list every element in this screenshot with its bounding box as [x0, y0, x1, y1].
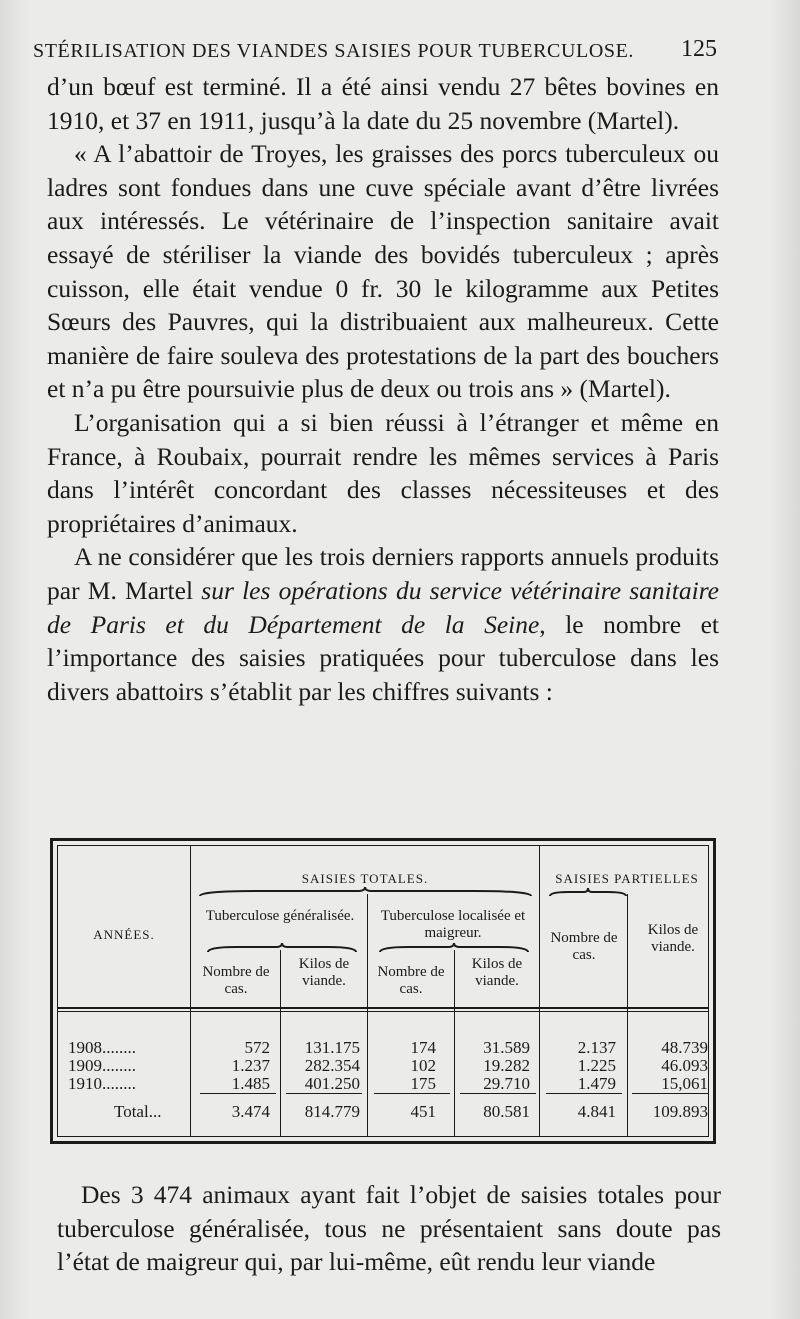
- col-header-loc-cas: Nombre de cas.: [377, 964, 445, 997]
- total-label: Total...: [114, 1102, 162, 1121]
- total-par-cas: 4.841: [577, 1102, 616, 1121]
- table-rule: [190, 846, 191, 1136]
- table-rule: [280, 950, 281, 1136]
- row-year: 1908........: [68, 1038, 136, 1057]
- total-gen-kilos: 814.779: [304, 1102, 360, 1121]
- report-title-italic: sur les opérations du service vétérinaire sanitaire de Paris et du Département de la Seine: [47, 575, 719, 639]
- cell-loc-kilos: 29.710: [483, 1074, 530, 1093]
- closing-paragraph: Des 3 474 animaux ayant fait l’objet de saisies totales pour tuberculose généralisée, tous ne présentaient sans doute pas l’état de maigreur qui, par lui-même, eût rendu leur viande: [57, 1180, 721, 1277]
- cell-par-kilos: 48.739: [661, 1038, 708, 1057]
- cell-loc-cas: 174: [410, 1038, 436, 1057]
- table-rule: [58, 1011, 708, 1012]
- cell-gen-kilos: 131.175: [304, 1038, 360, 1057]
- table-rule: [367, 894, 368, 1136]
- page-number: 125: [681, 36, 717, 62]
- col-header-par-cas: Nombre de cas.: [550, 930, 618, 963]
- col-header-loc-kilos: Kilos de viande.: [471, 956, 523, 989]
- cell-gen-cas: 1.485: [231, 1074, 270, 1093]
- paragraph-rapports: [47, 540, 719, 708]
- closing-paragraph-block: [57, 1178, 721, 1279]
- total-par-kilos: 109.893: [652, 1102, 708, 1121]
- cell-gen-kilos: 401.250: [304, 1074, 360, 1093]
- table-rule: [539, 846, 540, 1136]
- brace-partielles: [548, 886, 628, 898]
- cell-loc-kilos: 19.282: [483, 1056, 530, 1075]
- cell-loc-kilos: 31.589: [483, 1038, 530, 1057]
- table-rule: [454, 950, 455, 1136]
- group-header-totales: SAISIES TOTALES.: [301, 871, 429, 886]
- body-text: [47, 70, 719, 708]
- paragraph-rapports-start: A ne considérer que les trois derniers rapports annuels produits par M. Martel: [47, 542, 719, 605]
- running-title: STÉRILISATION DES VIANDES SAISIES POUR TUBERCULOSE.: [33, 40, 635, 62]
- col-header-annees: ANNÉES.: [93, 927, 155, 942]
- cell-gen-cas: 1.237: [231, 1056, 270, 1075]
- group-header-partielles: SAISIES PARTIELLES: [555, 871, 699, 886]
- cell-par-kilos: 46.093: [661, 1056, 708, 1075]
- total-gen-cas: 3.474: [231, 1102, 270, 1121]
- total-loc-kilos: 80.581: [483, 1102, 530, 1121]
- paragraph-organisation: L’organisation qui a si bien réussi à l’étranger et même en France, à Roubaix, pourrait rendre les mêmes services à Paris dans l’intérêt concordant des classes nécessiteuses et des propriétaires d’animaux.: [47, 407, 719, 538]
- seizure-table-inner-frame: [57, 845, 709, 1137]
- paragraph-rapports-end: , le nombre et l’importance des saisies pratiquées pour tuberculose dans les divers abattoirs s’établit par les chiffres suivants :: [47, 609, 720, 706]
- seizure-table: [50, 838, 716, 1144]
- sub-header-localisee: Tuberculose localisée et maigreur.: [380, 908, 526, 941]
- cell-gen-kilos: 282.354: [304, 1056, 360, 1075]
- cell-loc-cas: 175: [410, 1074, 436, 1093]
- cell-par-cas: 2.137: [577, 1038, 616, 1057]
- brace-totales: [198, 886, 533, 898]
- table-rule: [627, 894, 628, 1136]
- cell-par-kilos: 15,061: [661, 1074, 708, 1093]
- cell-loc-cas: 102: [410, 1056, 436, 1075]
- total-loc-cas: 451: [410, 1102, 436, 1121]
- brace-generalisee: [206, 942, 358, 954]
- cell-par-cas: 1.479: [577, 1074, 616, 1093]
- col-header-gen-cas: Nombre de cas.: [202, 964, 270, 997]
- col-header-gen-kilos: Kilos de viande.: [298, 956, 350, 989]
- running-head: [33, 36, 717, 66]
- cell-gen-cas: 572: [244, 1038, 270, 1057]
- col-header-par-kilos: Kilos de viande.: [647, 922, 699, 955]
- cell-par-cas: 1.225: [577, 1056, 616, 1075]
- paragraph-troyes-quote: « A l’abattoir de Troyes, les graisses des porcs tuberculeux ou ladres sont fondues dans une cuve spéciale avant d’être livrées aux intéressés. Le vétérinaire de l’inspection sanitaire avait essayé de stériliser la viande des bovidés tuberculeux ; après cuisson, elle était vendue 0 fr. 30 le kilogramme aux Petites Sœurs des Pauvres, qui la distribuaient aux malheureux. Cette manière de faire souleva des protestations de la part des bouchers et n’a pu être poursuivie plus de deux ou trois ans » (Martel).: [47, 139, 719, 404]
- brace-localisee: [378, 942, 530, 954]
- table-rule: [58, 1007, 708, 1009]
- paragraph-continued: d’un bœuf est terminé. Il a été ainsi vendu 27 bêtes bovines en 1910, et 37 en 1911, jusqu’à la date du 25 novembre (Martel).: [47, 72, 719, 135]
- row-year: 1909........: [68, 1056, 136, 1075]
- sub-header-generalisee: Tuberculose généralisée.: [205, 908, 355, 924]
- row-year: 1910........: [68, 1074, 136, 1093]
